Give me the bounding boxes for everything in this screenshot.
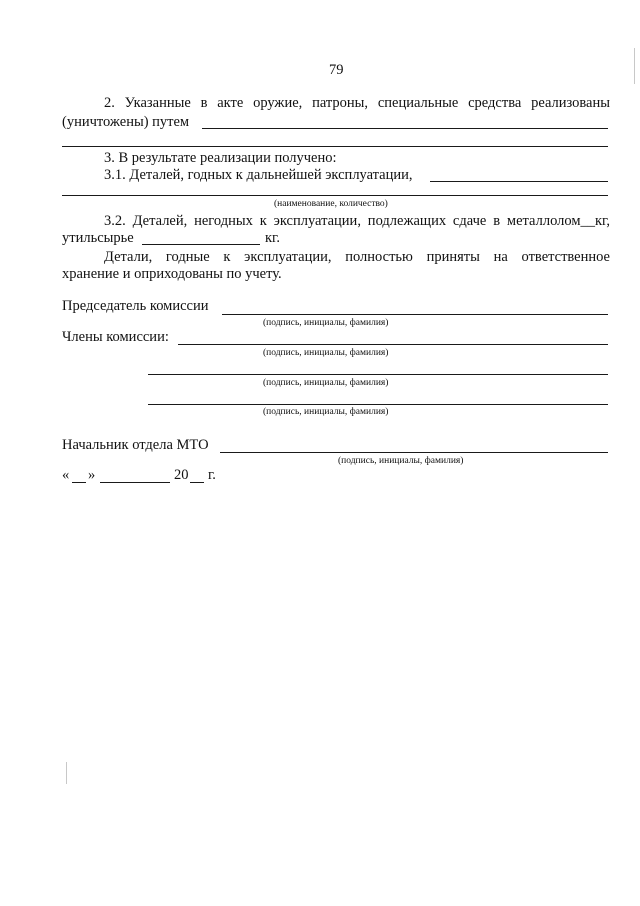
mto-head-signature-blank[interactable]	[220, 452, 608, 453]
mto-head-label: Начальник отдела МТО	[62, 437, 209, 453]
date-month-blank[interactable]	[100, 482, 170, 483]
item3-sub2-line1: 3.2. Деталей, негодных к эксплуатации, подлежащих сдаче в металлолом__кг,	[104, 213, 610, 229]
item3-sub1-label: 3.1. Деталей, годных к дальнейшей эксплуатации,	[104, 167, 413, 183]
member1-caption: (подпись, инициалы, фамилия)	[263, 348, 389, 358]
item3-parts-line2: хранение и оприходованы по учету.	[62, 266, 282, 282]
item2-text-line1: 2. Указанные в акте оружие, патроны, специальные средства реализованы	[104, 95, 610, 111]
member1-signature-blank[interactable]	[178, 344, 608, 345]
item3-sub1-blank[interactable]	[430, 181, 608, 182]
item3-heading: 3. В результате реализации получено:	[104, 150, 337, 166]
member3-caption: (подпись, инициалы, фамилия)	[263, 407, 389, 417]
date-year-prefix: 20	[174, 467, 189, 483]
member3-signature-blank[interactable]	[148, 404, 608, 405]
item3-parts-line1: Детали, годные к эксплуатации, полностью приняты на ответственное	[104, 249, 610, 265]
chairman-signature-blank[interactable]	[222, 314, 608, 315]
date-open-quote: «	[62, 467, 70, 483]
date-day-blank[interactable]	[72, 482, 86, 483]
item3-sub2-unit: кг.	[265, 230, 280, 246]
item3-sub2-utility-blank[interactable]	[142, 244, 260, 245]
item3-sub1-caption: (наименование, количество)	[274, 199, 388, 209]
chairman-caption: (подпись, инициалы, фамилия)	[263, 318, 389, 328]
members-label: Члены комиссии:	[62, 329, 169, 345]
date-year-suffix: г.	[208, 467, 216, 483]
chairman-label: Председатель комиссии	[62, 298, 209, 314]
member2-signature-blank[interactable]	[148, 374, 608, 375]
mto-head-caption: (подпись, инициалы, фамилия)	[338, 456, 464, 466]
item3-sub2-utility-label: утильсырье	[62, 230, 134, 246]
member2-caption: (подпись, инициалы, фамилия)	[263, 378, 389, 388]
page-number: 79	[329, 62, 344, 78]
item2-continuation-blank[interactable]	[62, 146, 608, 147]
scan-edge-mark	[66, 762, 67, 784]
item2-method-blank[interactable]	[202, 128, 608, 129]
date-year-blank[interactable]	[190, 482, 204, 483]
item3-sub1-continuation-blank[interactable]	[62, 195, 608, 196]
item2-text-line2: (уничтожены) путем	[62, 114, 190, 130]
scan-edge-mark	[634, 48, 635, 84]
date-close-quote: »	[88, 467, 96, 483]
